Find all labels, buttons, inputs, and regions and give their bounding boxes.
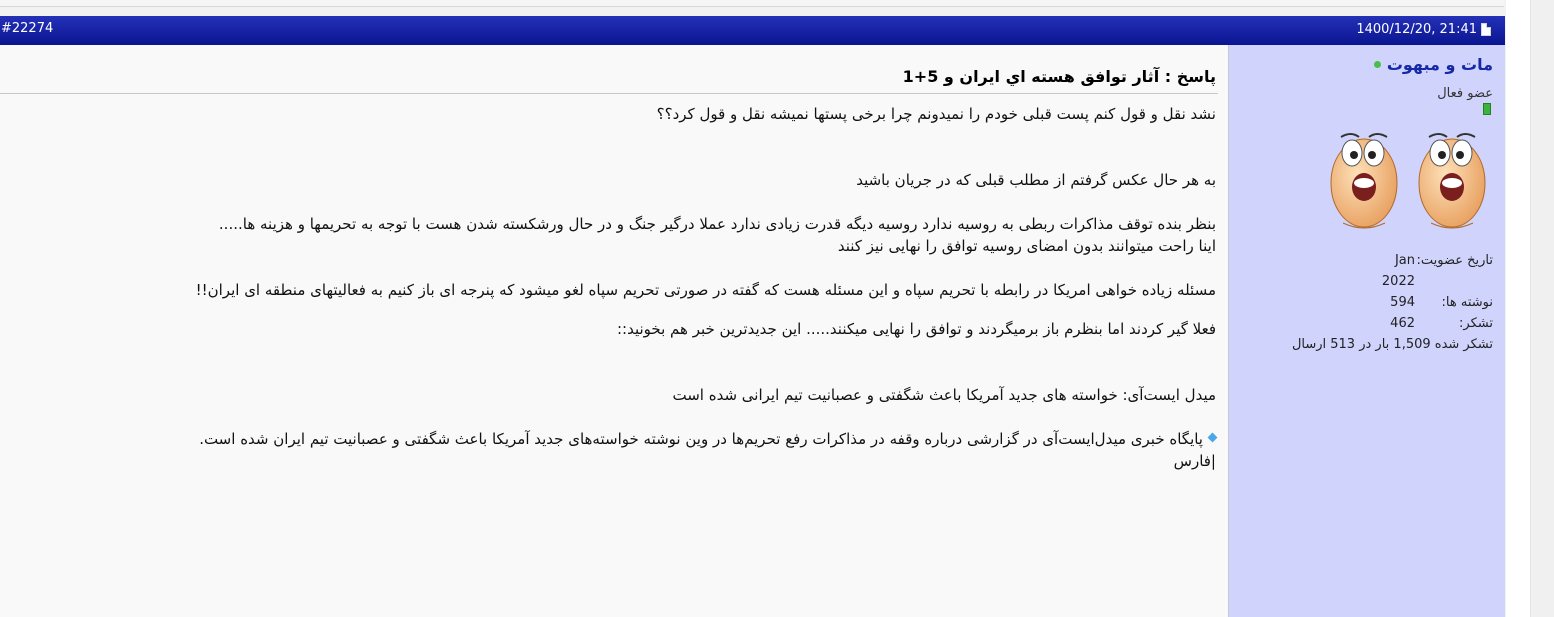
post-paragraph: مسئله زیاده خواهی امریکا در رابطه با تحریم سپاه و این مسئله هست که گفته در صورتی تحریم سپاه لغو میشود که پنرجه ای باز کنیم به فعالیتهای منطقه ای ایران!! bbox=[195, 281, 1216, 299]
stat-posts: نوشته ها: 594 bbox=[1390, 295, 1493, 310]
post-paragraph: بنظر بنده توقف مذاکرات ربطی به روسیه ندارد روسیه دیگه قدرت زیادی ندارد عملا درگیر جنگ و در حال ورشکسته شدن هست با توجه به تحریمها و هزینه ها..... bbox=[218, 215, 1216, 233]
username-link[interactable]: مات و مبهوت bbox=[1386, 55, 1493, 74]
post-paragraph: میدل ایست‌آی: خواسته های جدید آمریکا باعث شگفتی و عصبانیت تیم ایرانی شده است bbox=[672, 386, 1216, 404]
stat-join-date: تاریخ عضویت: Jan 2022 bbox=[1381, 253, 1493, 289]
thanks-received: تشکر شده 1,509 بار در 513 ارسال bbox=[1291, 337, 1493, 352]
user-avatar bbox=[1329, 123, 1487, 231]
post-header bbox=[0, 16, 1505, 45]
user-title: عضو فعال bbox=[1437, 86, 1493, 101]
post-title: پاسخ : آثار توافق هسته اي ايران و 5+1 bbox=[902, 67, 1216, 86]
post-number-link[interactable]: #22274 bbox=[1, 21, 54, 36]
post-paragraph: پایگاه خبری میدل‌ایست‌آی در گزارشی درباره وقفه در مذاکرات رفع تحریم‌ها در وین نوشته خواسته‌های جدید آمریکا باعث شگفتی و عصبانیت تیم ایران شده است. bbox=[16, 428, 1216, 450]
bullet-icon bbox=[1208, 433, 1218, 443]
top-strip bbox=[0, 0, 1504, 7]
user-panel bbox=[1229, 45, 1505, 617]
post-date-text: 1400/12/20, 21:41 bbox=[1356, 22, 1477, 37]
title-divider bbox=[0, 93, 1218, 94]
online-status-icon bbox=[1374, 61, 1381, 68]
post-paragraph: اینا راحت میتوانند بدون امضای روسیه توافق را نهایی نیز کنند bbox=[837, 237, 1216, 255]
post-source: |فارس bbox=[1173, 452, 1216, 470]
post-body bbox=[16, 103, 1216, 472]
document-icon bbox=[1481, 23, 1491, 36]
shocked-face-avatar bbox=[1329, 123, 1399, 231]
post-content bbox=[0, 45, 1229, 617]
scrollbar[interactable] bbox=[1530, 0, 1554, 617]
username-row bbox=[1374, 55, 1493, 74]
post-paragraph: نشد نقل و قول کنم پست قبلی خودم را نمیدونم چرا برخی پستها نمیشه نقل و قول کرد؟؟ bbox=[656, 105, 1216, 123]
post-paragraph: به هر حال عکس گرفتم از مطلب قبلی که در جریان باشید bbox=[856, 171, 1216, 189]
post-paragraph: فعلا گیر کردند اما بنظرم باز برمیگردند و توافق را نهایی میکنند..... این جدیدترین خبر هم بخونید:: bbox=[617, 320, 1216, 338]
reputation-icon bbox=[1483, 103, 1491, 115]
post-date bbox=[1356, 22, 1491, 37]
shocked-face-avatar bbox=[1417, 123, 1487, 231]
stat-thanks: تشکر: 462 bbox=[1390, 316, 1493, 331]
page-gutter bbox=[1506, 0, 1530, 617]
user-stats bbox=[1292, 250, 1493, 355]
